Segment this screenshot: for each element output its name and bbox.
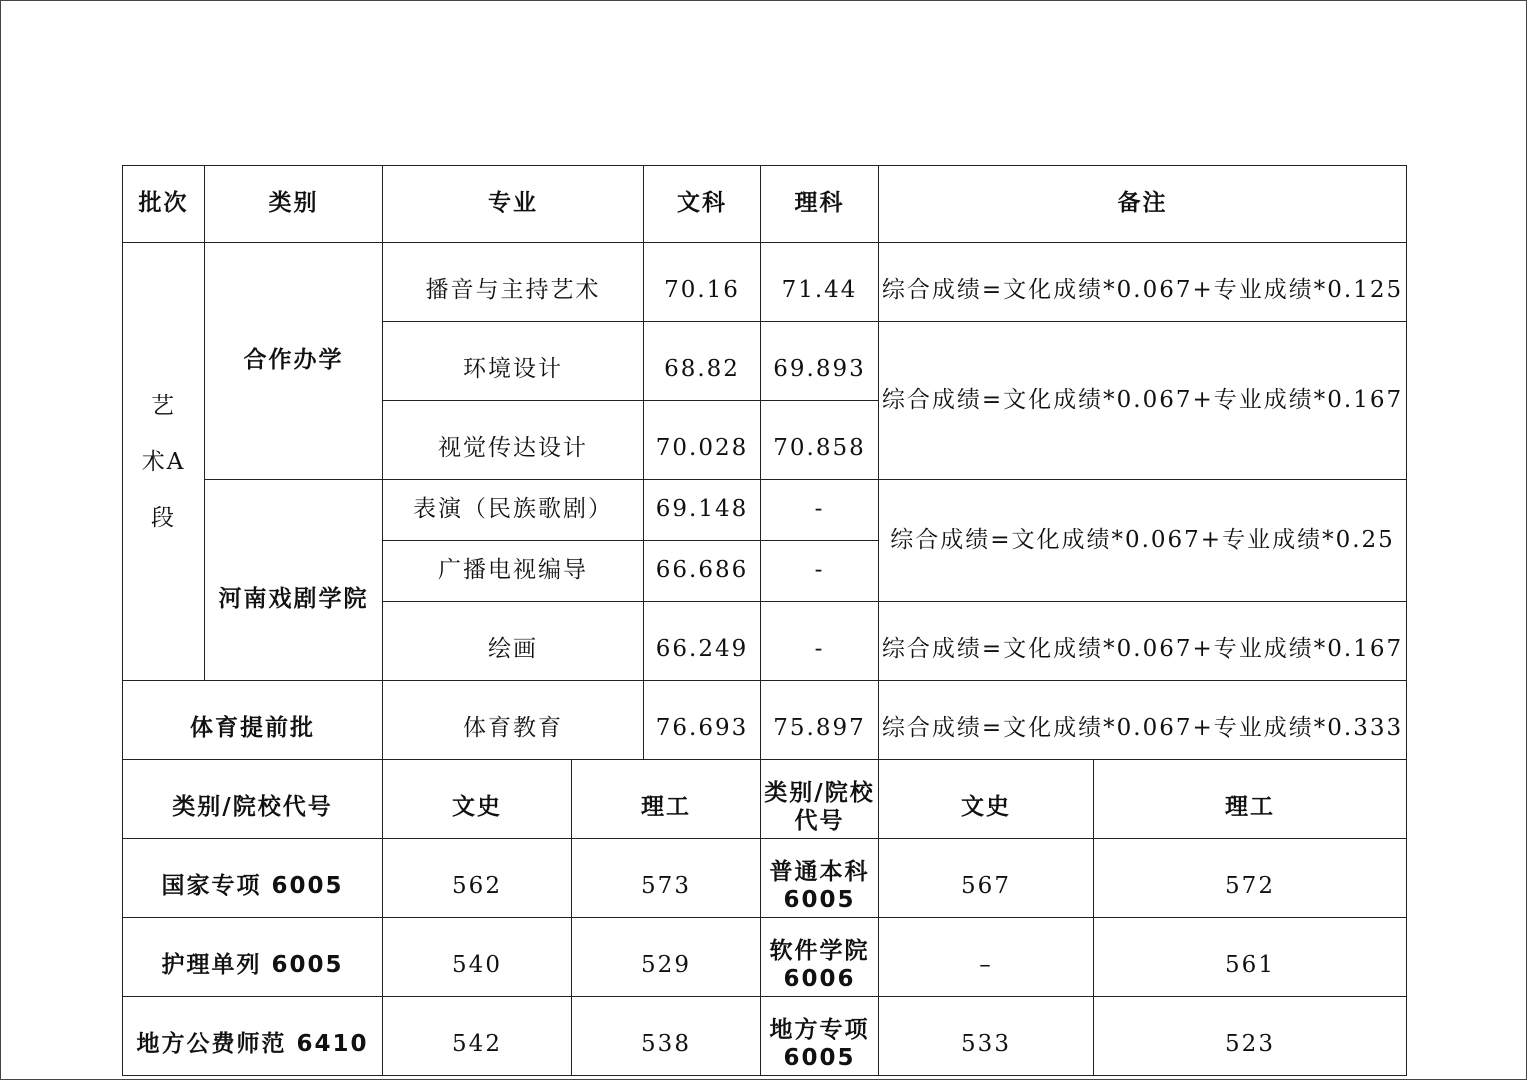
header-batch: 批次 bbox=[123, 166, 205, 243]
note-cell: 综合成绩=文化成绩*0.067+专业成绩*0.25 bbox=[879, 480, 1407, 602]
lower-header-wenshi-right: 文史 bbox=[879, 760, 1094, 839]
lower-ligong-left: 538 bbox=[572, 997, 761, 1076]
lower-category-right: 软件学院 6006 bbox=[761, 918, 879, 997]
major-cell: 绘画 bbox=[383, 602, 644, 681]
major-cell: 体育教育 bbox=[383, 681, 644, 760]
lower-ligong-right: 561 bbox=[1094, 918, 1407, 997]
lower-category-left: 护理单列 6005 bbox=[123, 918, 383, 997]
science-score: - bbox=[761, 602, 879, 681]
batch-art-a-line: 段 bbox=[151, 504, 176, 531]
lower-wenshi-left: 542 bbox=[383, 997, 572, 1076]
major-cell: 广播电视编导 bbox=[383, 541, 644, 602]
batch-art-a-line: 术A bbox=[141, 448, 186, 475]
lower-ligong-right: 572 bbox=[1094, 839, 1407, 918]
header-science: 理科 bbox=[761, 166, 879, 243]
arts-score: 70.16 bbox=[644, 243, 761, 322]
batch-art-a-line: 艺 bbox=[151, 392, 176, 419]
arts-score: 68.82 bbox=[644, 322, 761, 401]
lower-ligong-left: 529 bbox=[572, 918, 761, 997]
lower-category-right: 普通本科 6005 bbox=[761, 839, 879, 918]
arts-score: 76.693 bbox=[644, 681, 761, 760]
batch-sports: 体育提前批 bbox=[123, 681, 383, 760]
table-row bbox=[123, 997, 1407, 1076]
science-score: 69.893 bbox=[761, 322, 879, 401]
note-cell: 综合成绩=文化成绩*0.067+专业成绩*0.125 bbox=[879, 243, 1407, 322]
table-row bbox=[123, 480, 1407, 541]
major-cell: 视觉传达设计 bbox=[383, 401, 644, 480]
lower-wenshi-left: 562 bbox=[383, 839, 572, 918]
table-row bbox=[123, 681, 1407, 760]
lower-category-right: 地方专项 6005 bbox=[761, 997, 879, 1076]
lower-wenshi-left: 540 bbox=[383, 918, 572, 997]
category-coop: 合作办学 bbox=[205, 243, 383, 480]
table-row bbox=[123, 839, 1407, 918]
major-cell: 表演（民族歌剧） bbox=[383, 480, 644, 541]
lower-ligong-left: 573 bbox=[572, 839, 761, 918]
batch-art-a bbox=[123, 243, 205, 681]
header-category: 类别 bbox=[205, 166, 383, 243]
lower-category-left: 地方公费师范 6410 bbox=[123, 997, 383, 1076]
arts-score: 70.028 bbox=[644, 401, 761, 480]
lower-header-ligong-right: 理工 bbox=[1094, 760, 1407, 839]
lower-header-category-left: 类别/院校代号 bbox=[123, 760, 383, 839]
lower-category-left: 国家专项 6005 bbox=[123, 839, 383, 918]
score-table bbox=[122, 165, 1407, 1076]
arts-score: 66.686 bbox=[644, 541, 761, 602]
science-score: 70.858 bbox=[761, 401, 879, 480]
arts-score: 66.249 bbox=[644, 602, 761, 681]
science-score: 71.44 bbox=[761, 243, 879, 322]
lower-header-wenshi-left: 文史 bbox=[383, 760, 572, 839]
lower-header-row bbox=[123, 760, 1407, 839]
table-header-row bbox=[123, 166, 1407, 243]
note-cell: 综合成绩=文化成绩*0.067+专业成绩*0.167 bbox=[879, 602, 1407, 681]
arts-score: 69.148 bbox=[644, 480, 761, 541]
lower-wenshi-right: 533 bbox=[879, 997, 1094, 1076]
category-drama: 河南戏剧学院 bbox=[205, 480, 383, 681]
note-cell: 综合成绩=文化成绩*0.067+专业成绩*0.167 bbox=[879, 322, 1407, 480]
table-row bbox=[123, 243, 1407, 322]
science-score: - bbox=[761, 541, 879, 602]
science-score: - bbox=[761, 480, 879, 541]
lower-ligong-right: 523 bbox=[1094, 997, 1407, 1076]
header-major: 专业 bbox=[383, 166, 644, 243]
lower-header-category-right: 类别/院校代号 bbox=[761, 760, 879, 839]
note-cell: 综合成绩=文化成绩*0.067+专业成绩*0.333 bbox=[879, 681, 1407, 760]
header-note: 备注 bbox=[879, 166, 1407, 243]
lower-wenshi-right: – bbox=[879, 918, 1094, 997]
science-score: 75.897 bbox=[761, 681, 879, 760]
lower-wenshi-right: 567 bbox=[879, 839, 1094, 918]
major-cell: 环境设计 bbox=[383, 322, 644, 401]
header-arts: 文科 bbox=[644, 166, 761, 243]
lower-header-ligong-left: 理工 bbox=[572, 760, 761, 839]
major-cell: 播音与主持艺术 bbox=[383, 243, 644, 322]
table-row bbox=[123, 918, 1407, 997]
